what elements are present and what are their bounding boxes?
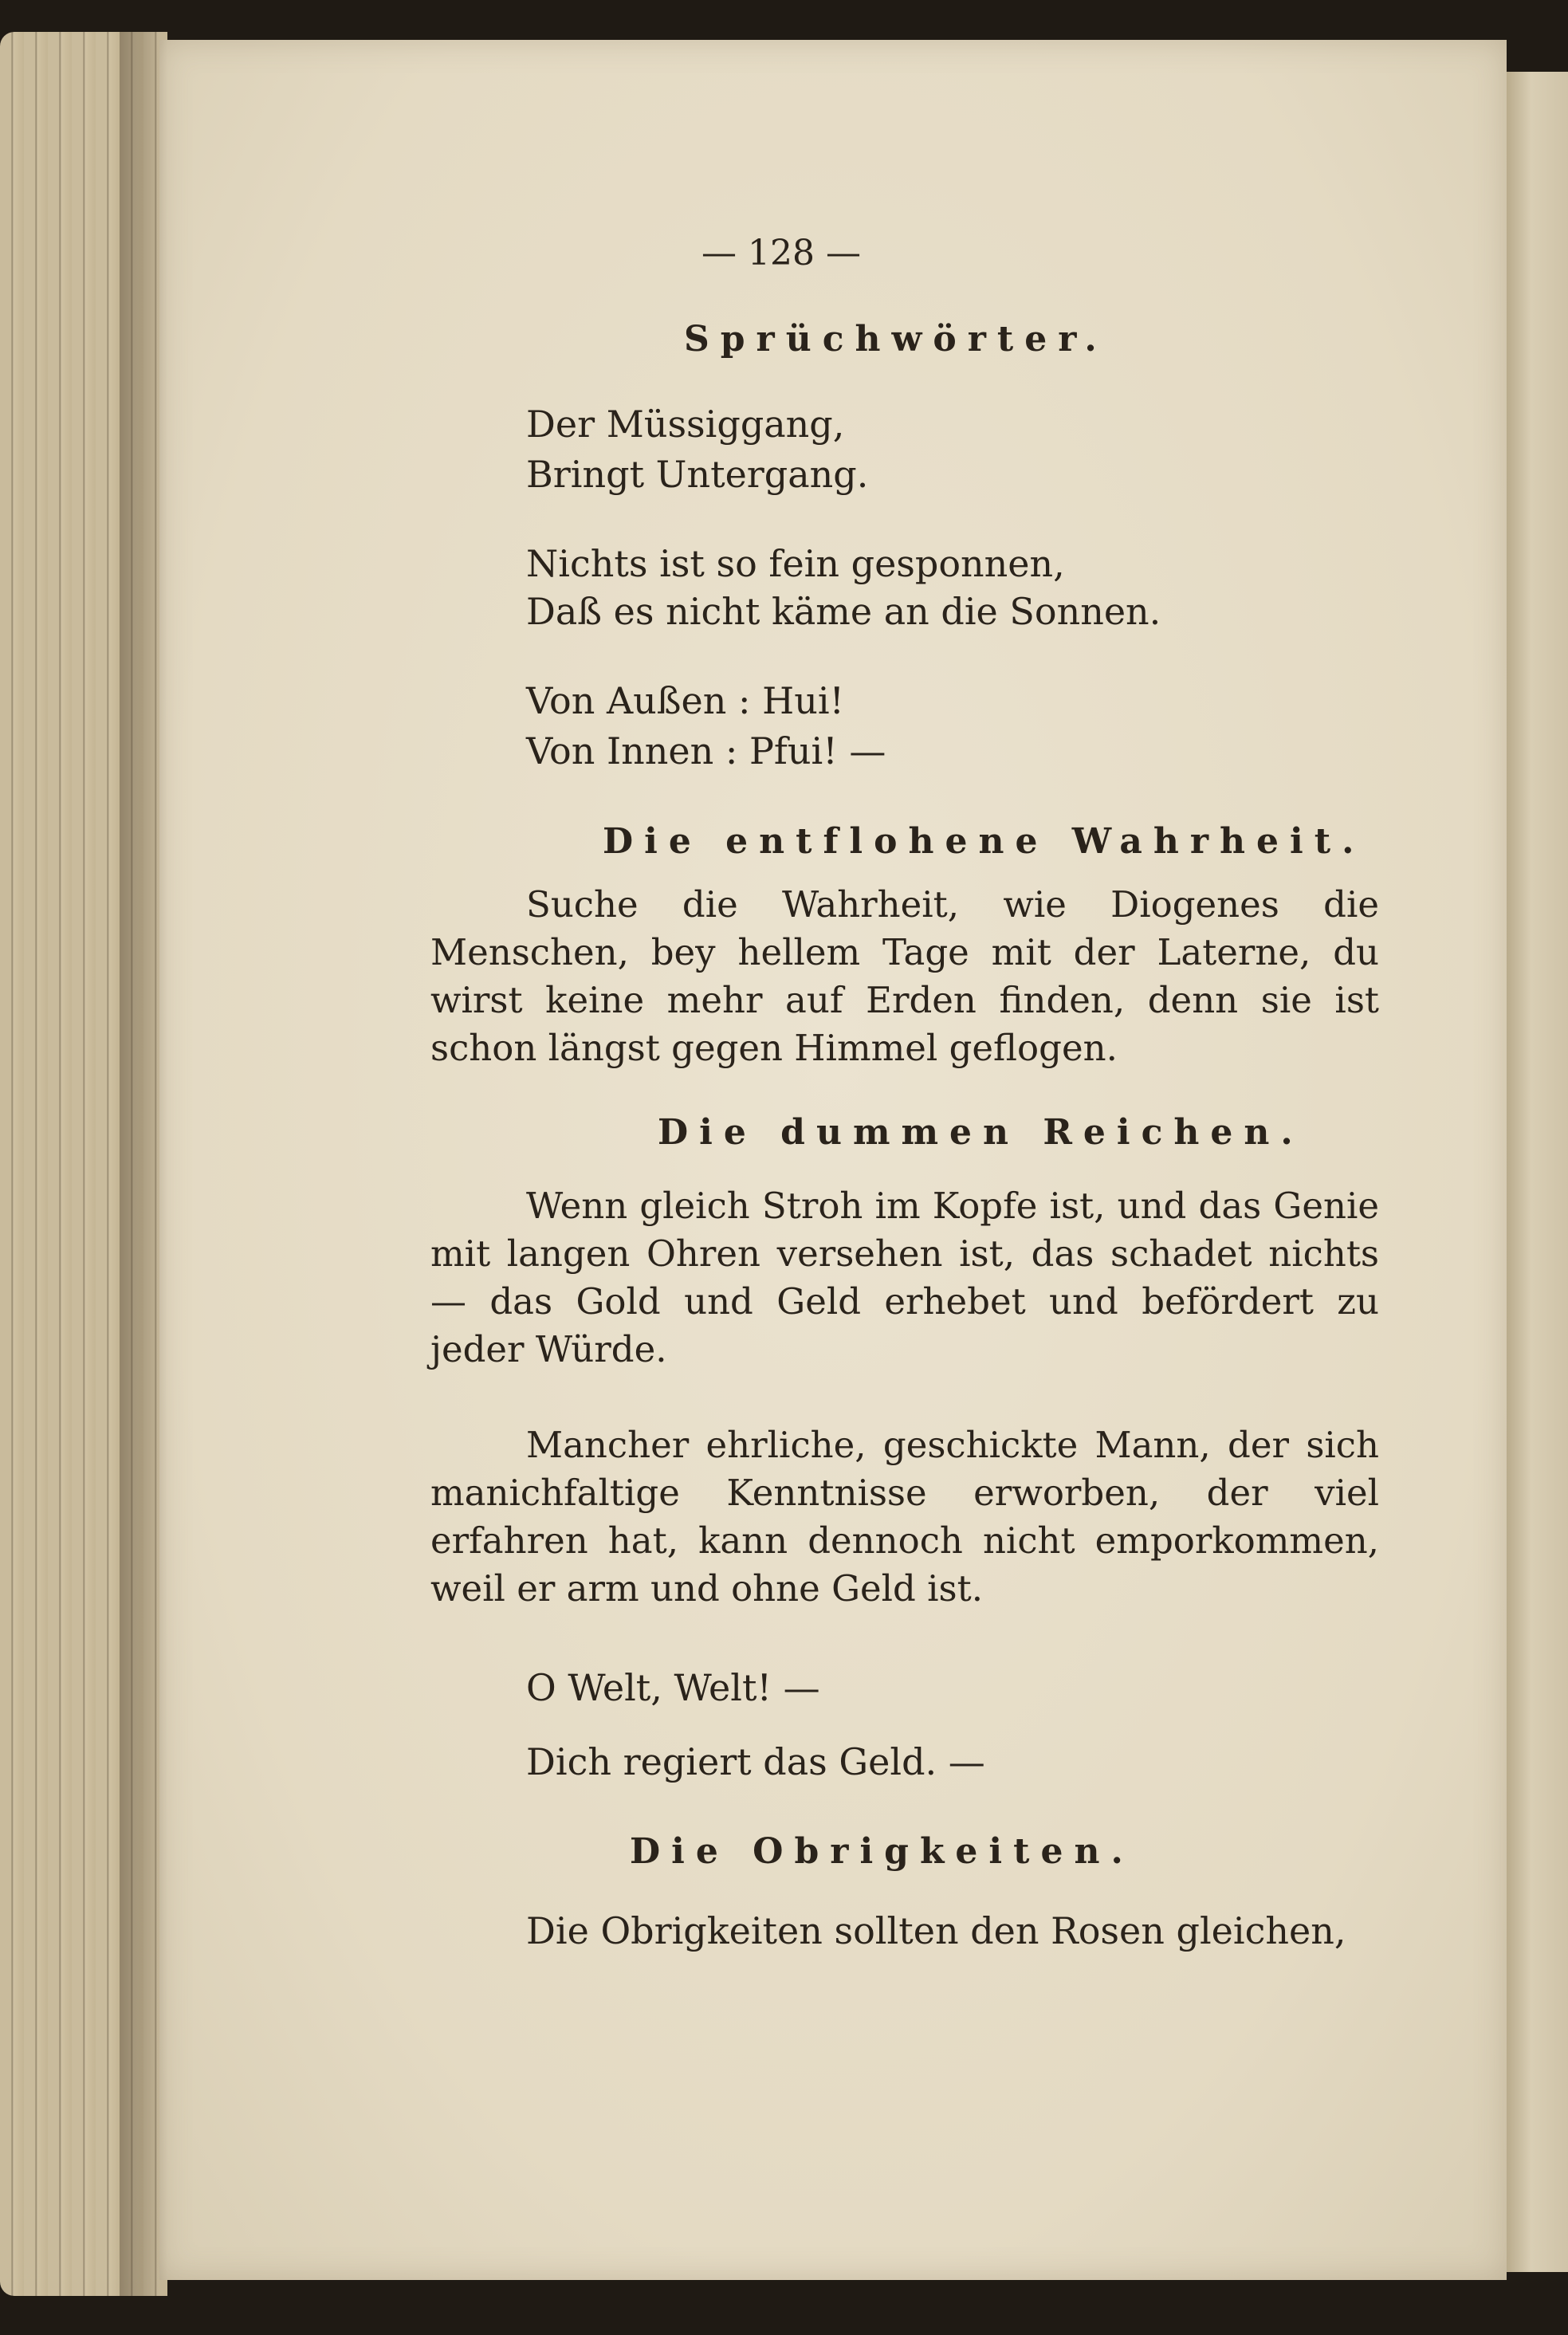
verse-line: Der Müssiggang,: [526, 403, 845, 446]
paragraph-obrigkeiten: Die Obrigkeiten sollten den Rosen gleichen,: [526, 1909, 1346, 1952]
verse-line: Von Innen : Pfui! —: [526, 729, 886, 772]
verse-line: Von Außen : Hui!: [526, 679, 845, 722]
paragraph-reichen-1: Wenn gleich Stroh im Kopfe ist, und das Genie mit langen Ohren versehen ist, das schadet nichts — das Gold und Geld erhebet und befördert zu jeder Würde.: [430, 1185, 1379, 1370]
verse-line: Nichts ist so fein gesponnen,: [526, 542, 1065, 585]
verse-line: Dich regiert das Geld. —: [526, 1740, 985, 1783]
paragraph-wahrheit: Suche die Wahrheit, wie Diogenes die Menschen, bey hellem Tage mit der Laterne, du wirst keine mehr auf Erden finden, denn sie ist schon längst gegen Himmel geflogen.: [430, 883, 1379, 1069]
verse-line: Bringt Untergang.: [526, 453, 869, 496]
heading-sprichwoerter: Sprüchwörter.: [684, 319, 1108, 360]
paragraph-reichen-2: Mancher ehrliche, geschickte Mann, der sich manichfaltige Kenntnisse erworben, der viel erfahren hat, kann dennoch nicht emporkommen, weil er arm und ohne Geld ist.: [430, 1424, 1379, 1610]
heading-wahrheit: Die entflohene Wahrheit.: [603, 821, 1366, 862]
spine-shadow: [120, 32, 167, 2296]
facing-page-edge: [1507, 72, 1568, 2272]
verse-line: Daß es nicht käme an die Sonnen.: [526, 590, 1161, 633]
page-number: — 128 —: [701, 233, 861, 273]
verse-line: O Welt, Welt! —: [526, 1666, 820, 1709]
heading-reichen: Die dummen Reichen.: [658, 1112, 1304, 1153]
heading-obrigkeiten: Die Obrigkeiten.: [630, 1831, 1134, 1872]
